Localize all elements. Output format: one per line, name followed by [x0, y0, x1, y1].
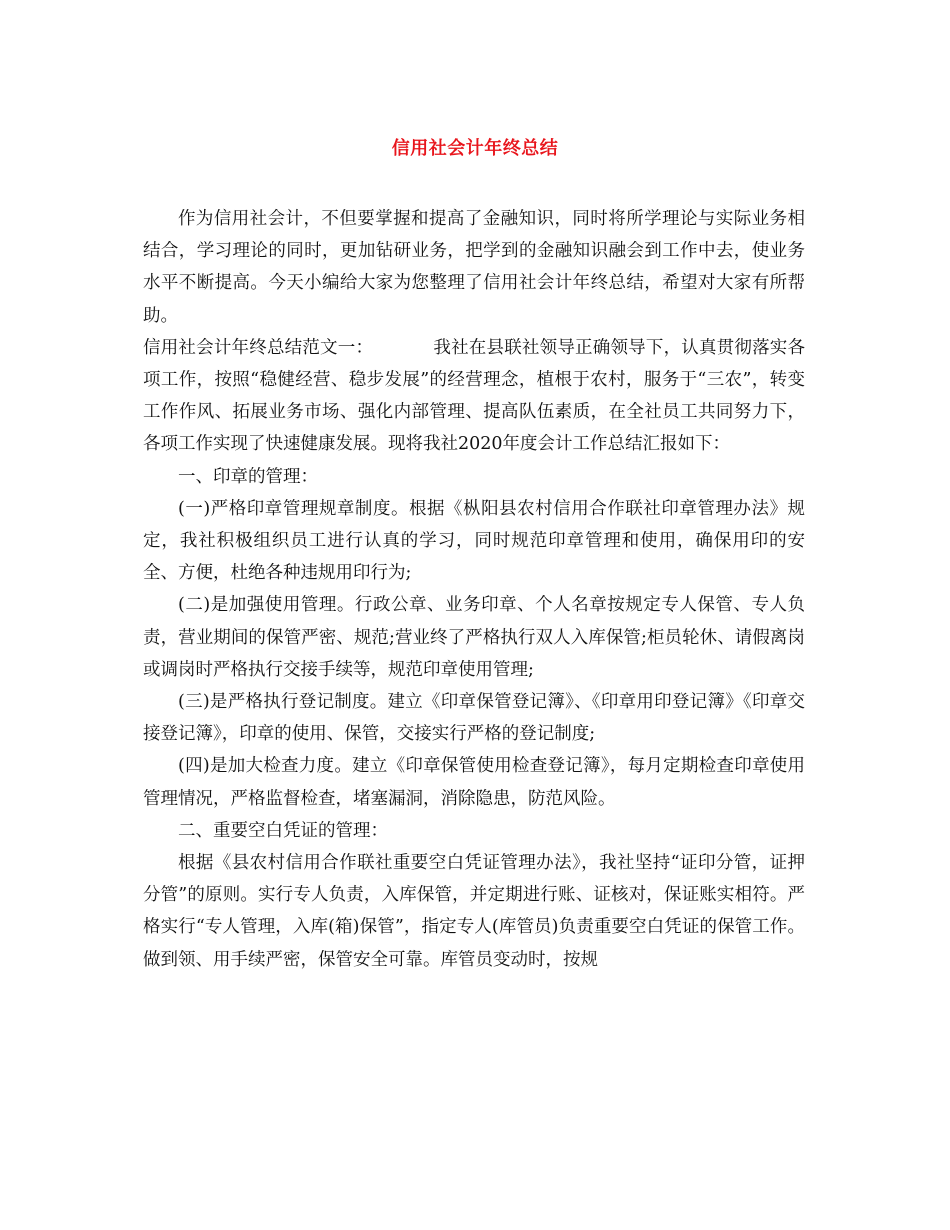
paragraph-sample-one-text: 我社在县联社领导正确领导下，认真贯彻落实各项工作，按照“稳健经营、稳步发展”的经营理念，植根于农村，服务于“三农”，转变工作作风、拓展业务市场、强化内部管理、提高队伍素质，在全社员工共同努力下，各项工作实现了快速健康发展。现将我社2020年度会计工作总结汇报如下： [143, 337, 806, 455]
paragraph-seal-inspection: (四)是加大检查力度。建立《印章保管使用检查登记簿》，每月定期检查印章使用管理情况，严格监督检查，堵塞漏洞，消除隐患，防范风险。 [143, 756, 805, 809]
heading-seal-management: 一、印章的管理： [178, 466, 318, 487]
document-title: 信用社会计年终总结 [391, 138, 559, 159]
paragraph-seal-usage: (二)是加强使用管理。行政公章、业务印章、个人名章按规定专人保管、专人负责，营业期间的保管严密、规范;营业终了严格执行双人入库保管;柜员轮休、请假离岗或调岗时严格执行交接手续等，规范印章使用管理; [143, 595, 805, 680]
paragraph-lead: 信用社会计年终总结范文一： [143, 337, 374, 358]
paragraph-blank-vouchers: 根据《县农村信用合作联社重要空白凭证管理办法》，我社坚持“证印分管，证押分管”的原则。实行专人负责，入库保管，并定期进行账、证核对，保证账实相符。严格实行“专人管理，入库(箱)保管”，指定专人(库管员)负责重要空白凭证的保管工作。做到领、用手续严密，保管安全可靠。库管员变动时，按规 [143, 853, 805, 970]
document-body [143, 203, 805, 976]
paragraph-sample-one [143, 332, 805, 461]
paragraph-seal-registration: (三)是严格执行登记制度。建立《印章保管登记簿》、《印章用印登记簿》《印章交接登记簿》，印章的使用、保管，交接实行严格的登记制度; [143, 692, 805, 745]
paragraph-intro: 作为信用社会计，不但要掌握和提高了金融知识，同时将所学理论与实际业务相结合，学习理论的同时，更加钻研业务，把学到的金融知识融会到工作中去，使业务水平不断提高。今天小编给大家为您整理了信用社会计年终总结，希望对大家有所帮助。 [143, 209, 805, 326]
paragraph-seal-rules: (一)严格印章管理规章制度。根据《枞阳县农村信用合作联社印章管理办法》规定，我社积极组织员工进行认真的学习，同时规范印章管理和使用，确保用印的安全、方便，杜绝各种违规用印行为; [143, 498, 805, 584]
heading-blank-vouchers: 二、重要空白凭证的管理： [178, 820, 388, 841]
